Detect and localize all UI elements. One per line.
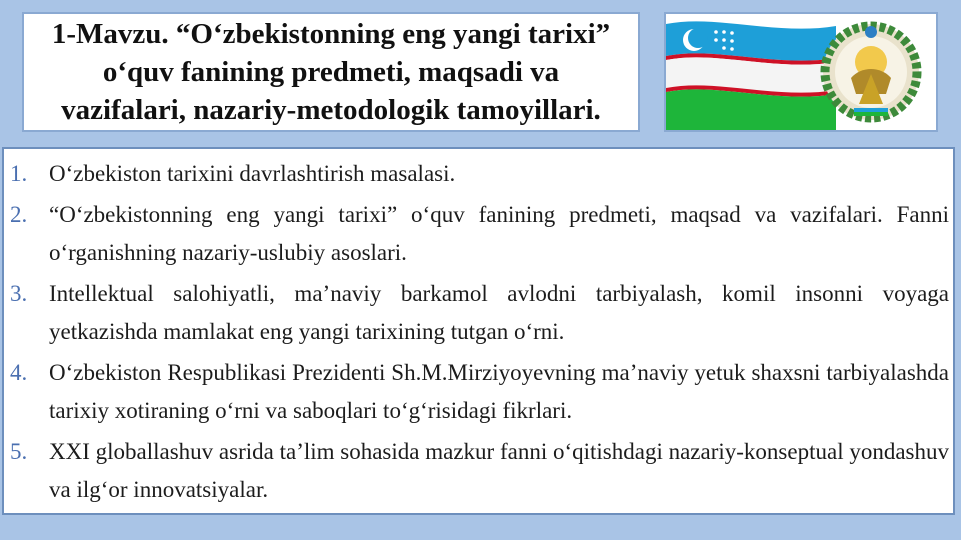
title-box <box>22 12 640 132</box>
topic-item-4 <box>4 354 949 430</box>
topic-number: 4. <box>10 360 28 385</box>
title-line-1: 1-Mavzu. “O‘zbekistonning eng yangi tarixi” <box>51 18 611 50</box>
slide-title <box>48 15 614 129</box>
flag-emblem-image <box>664 12 938 132</box>
topic-item-3 <box>4 275 949 351</box>
topic-text: XXI globallashuv asrida ta’lim sohasida mazkur fanni o‘qitishdagi nazariy-konseptual yondashuv va ilg‘or innovatsiyalar. <box>49 439 949 502</box>
topic-text: O‘zbekiston tarixini davrlashtirish masalasi. <box>49 161 456 186</box>
topic-item-2 <box>4 196 949 272</box>
title-line-3: vazifalari, nazariy-metodologik tamoyillari. <box>61 94 601 126</box>
topics-list <box>4 155 949 509</box>
bottom-background-strip <box>0 515 961 540</box>
topic-item-1 <box>4 155 949 193</box>
topic-number: 5. <box>10 439 28 464</box>
topic-number: 3. <box>10 281 28 306</box>
topic-text: O‘zbekiston Respublikasi Prezidenti Sh.M.Mirziyoyevning ma’naviy yetuk shaxsni tarbiyalashda tarixiy xotiraning o‘rni va saboqlari to‘g‘risidagi fikrlari. <box>49 360 949 423</box>
uzbekistan-flag-emblem-icon <box>666 14 936 130</box>
topic-item-5 <box>4 433 949 509</box>
topic-number: 1. <box>10 161 28 186</box>
topic-text: “O‘zbekistonning eng yangi tarixi” o‘quv fanining predmeti, maqsad va vazifalari. Fanni o‘rganishning nazariy-uslubiy asoslari. <box>49 202 949 265</box>
topic-text: Intellektual salohiyatli, ma’naviy barkamol avlodni tarbiyalash, komil insonni voyaga yetkazishda mamlakat eng yangi tarixining tutgan o‘rni. <box>49 281 949 344</box>
title-line-2: o‘quv fanining predmeti, maqsadi va <box>102 56 560 88</box>
topic-number: 2. <box>10 202 28 227</box>
topics-box <box>2 147 955 515</box>
